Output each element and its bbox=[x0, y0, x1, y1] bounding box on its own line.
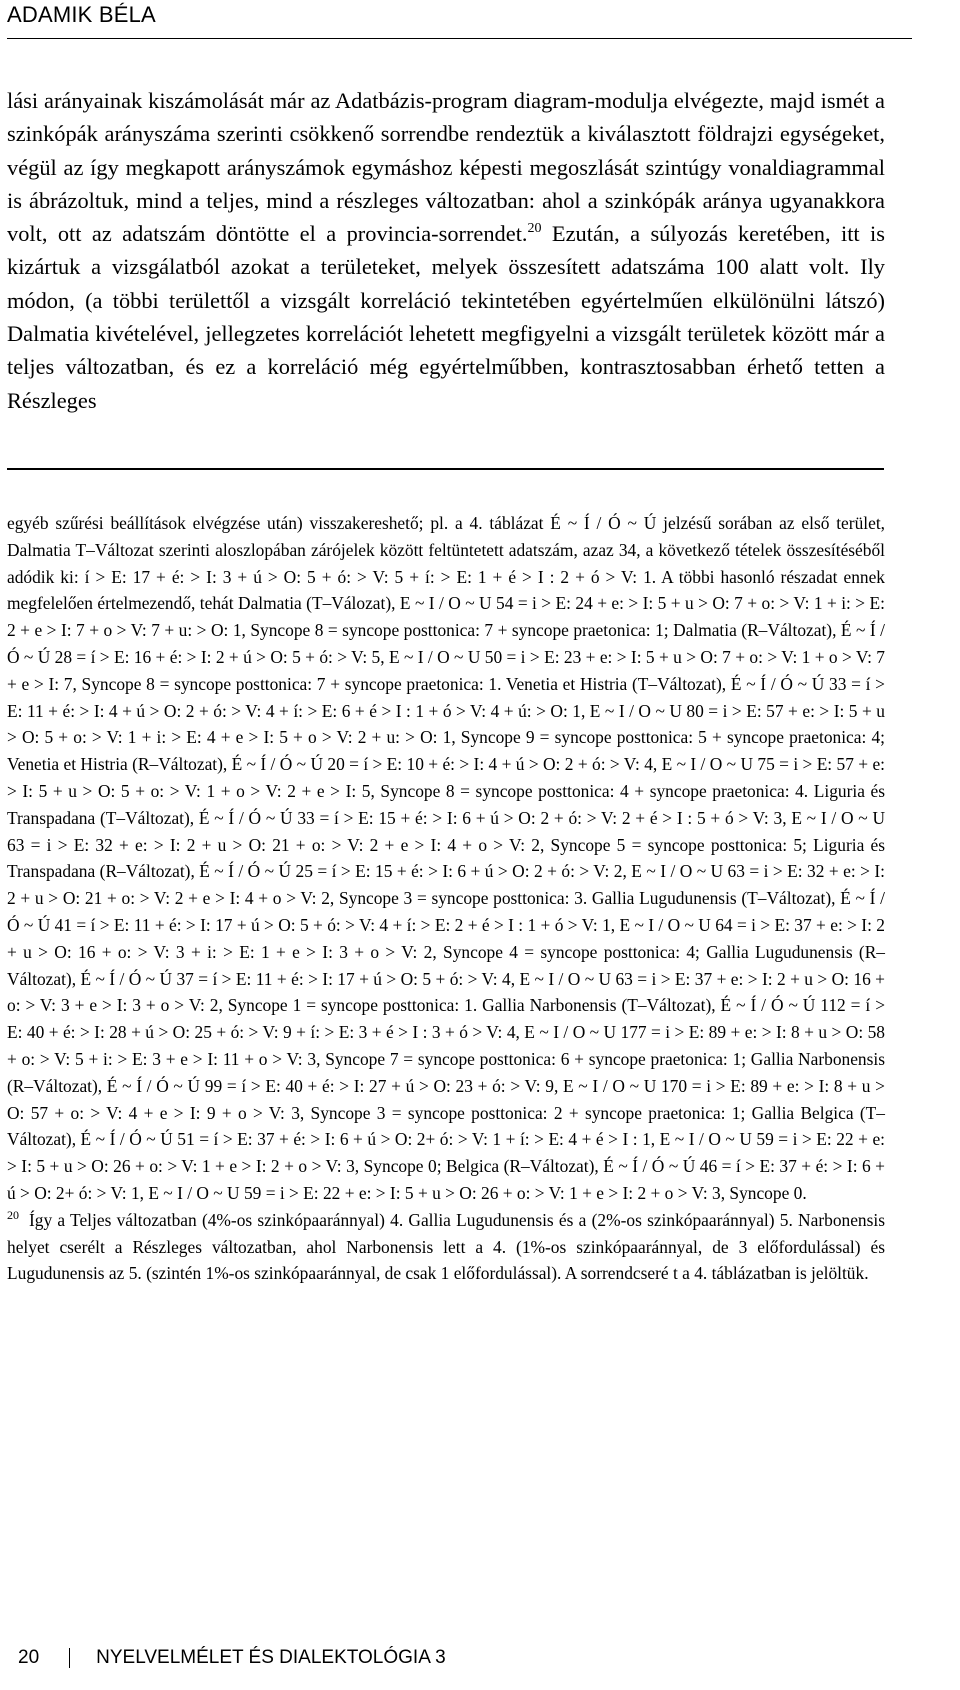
footnote-continuation: egyéb szűrési beállítások elvégzése után) visszakereshető; pl. a 4. táblázat É ~ Í / Ó ~ Ú jelzésű sorában az első terület, Dalmatia T–Változat szerinti aloszlopában zárójelek között feltüntetett adatszám, azaz 34, a következő tételek összesítéséből adódik ki: í > E: 17 + é: > I: 3 + ú > O: 5 + ó: > V: 5 + í: > E: 1 + é > I : 2 + ó > V: 1. A többi hasonló részadat ennek megfelelően értelmezendő, tehát Dalmatia (T–Válozat), E ~ I / O ~ U 54 = i > E: 24 + e: > I: 5 + u > O: 7 + o: > V: 1 + i: > E: 2 + e > I: 7 + o > V: 7 + u: > O: 1, Syncope 8 = syncope posttonica: 7 + syncope praetonica: 1; Dalmatia (R–Változat), É ~ Í / Ó ~ Ú 28 = í > E: 16 + é: > I: 2 + ú > O: 5 + ó: > V: 5, E ~ I / O ~ U 50 = i > E: 23 + e: > I: 5 + u > O: 7 + o: > V: 1 + o > V: 7 + e > I: 7, Syncope 8 = syncope posttonica: 7 + syncope praetonica: 1. Venetia et Histria (T–Változat), É ~ Í / Ó ~ Ú 33 = í > E: 11 + é: > I: 4 + ú > O: 2 + ó: > V: 4 + í: > E: 6 + é > I : 1 + ó > V: 4 + ú: > O: 1, E ~ I / O ~ U 80 = i > E: 57 + e: > I: 5 + u > O: 5 + o: > V: 1 + i: > E: 4 + e > I: 5 + o > V: 2 + u: > O: 1, Syncope 9 = syncope posttonica: 5 + syncope praetonica: 4; Venetia et Histria (R–Változat), É ~ Í / Ó ~ Ú 20 = í > E: 10 + é: > I: 4 + ú > O: 2 + ó: > V: 4, E ~ I / O ~ U 75 = i > E: 57 + e: > I: 5 + u > O: 5 + o: > V: 1 + o > V: 2 + e > I: 5, Syncope 8 = syncope posttonica: 4 + syncope praetonica: 4. Liguria és Transpadana (T–Változat), É ~ Í / Ó ~ Ú 33 = í > E: 15 + é: > I: 6 + ú > O: 2 + ó: > V: 2 + é > I : 5 + ó > V: 3, E ~ I / O ~ U 63 = i > E: 32 + e: > I: 2 + u > O: 21 + o: > V: 2 + e > I: 4 + o > V: 2, Syncope 5 = syncope posttonica: 5; Liguria és Transpadana (R–Változat), É ~ Í / Ó ~ Ú 25 = í > E: 15 + é: > I: 6 + ú > O: 2 + ó: > V: 2, E ~ I / O ~ U 63 = i > E: 32 + e: > I: 2 + u > O: 21 + o: > V: 2 + e > I: 4 + o > V: 2, Syncope 3 = syncope posttonica: 3. Gallia Lugudunensis (T–Változat), É ~ Í / Ó ~ Ú 41 = í > E: 11 + é: > I: 17 + ú > O: 5 + ó: > V: 4 + í: > E: 2 + é > I : 1 + ó > V: 1, E ~ I / O ~ U 64 = i > E: 37 + e: > I: 2 + u > O: 16 + o: > V: 3 + i: > E: 1 + e > I: 3 + o > V: 2, Syncope 4 = syncope posttonica: 4; Gallia Lugudunensis (R–Változat), É ~ Í / Ó ~ Ú 37 = í > E: 11 + é: > I: 17 + ú > O: 5 + ó: > V: 4, E ~ I / O ~ U 63 = i > E: 37 + e: > I: 2 + u > O: 16 + o: > V: 3 + e > I: 3 + o > V: 2, Syncope 1 = syncope posttonica: 1. Gallia Narbonensis (T–Változat), É ~ Í / Ó ~ Ú 112 = í > E: 40 + é: > I: 28 + ú > O: 25 + ó: > V: 9 + í: > E: 3 + é > I : 3 + ó > V: 4, E ~ I / O ~ U 177 = i > E: 89 + e: > I: 8 + u > O: 58 + o: > V: 5 + i: > E: 3 + e > I: 11 + o > V: 3, Syncope 7 = syncope posttonica: 6 + syncope praetonica: 1; Gallia Narbonensis (R–Változat), É ~ Í / Ó ~ Ú 99 = í > E: 40 + é: > I: 27 + ú > O: 23 + ó: > V: 9, E ~ I / O ~ U 170 = i > E: 89 + e: > I: 8 + u > O: 57 + o: > V: 4 + e > I: 9 + o > V: 3, Syncope 3 = syncope posttonica: 2 + syncope praetonica: 1; Gallia Belgica (T–Változat), É ~ Í / Ó ~ Ú 51 = í > E: 37 + é: > I: 6 + ú > O: 2+ ó: > V: 1 + í: > E: 4 + é > I : 1, E ~ I / O ~ U 59 = i > E: 22 + e: > I: 5 + u > O: 26 + o: > V: 1 + e > I: 2 + o > V: 3, Syncope 0; Belgica (R–Változat), É ~ Í / Ó ~ Ú 46 = í > E: 37 + é: > I: 6 + ú > O: 2+ ó: > V: 1, E ~ I / O ~ U 59 = i > E: 22 + e: > I: 5 + u > O: 26 + o: > V: 1 + e > I: 2 + o > V: 3, Syncope 0. bbox=[7, 513, 885, 1203]
footnotes-section bbox=[7, 510, 885, 1287]
journal-title: NYELVELMÉLET ÉS DIALEKTOLÓGIA 3 bbox=[96, 1647, 446, 1668]
body-text-part-2: Ezután, a súlyozás keretében, itt is kizártuk a vizsgálatból azokat a területeket, melyek összesített adatszáma 100 alatt volt. Ily módon, (a többi területtől a vizsgált korreláció tekintetében egyértelműen elkülönülni látszó) Dalmatia kivételével, jellegzetes korrelációt lehetett megfigyelni a vizsgált területek között már a teljes változatban, és ez a korreláció még egyértelműbben, kontrasztosabban érhető tetten a Részleges bbox=[7, 221, 885, 413]
page-footer bbox=[18, 1647, 446, 1669]
page-number: 20 bbox=[18, 1647, 40, 1668]
footnote-20-text: Így a Teljes változatban (4%-os szinkópaaránnyal) 4. Gallia Lugudunensis és a (2%-os szinkópaaránnyal) 5. Narbonensis helyet cserélt a Részleges változatban, ahol Narbonensis lett a 4. (1%-os szinkópaaránnyal, de 3 előfordulással) és Lugudunensis az 5. (szintén 1%-os szinkópaaránnyal, de csak 1 előfordulással). A sorrendcseré t a 4. táblázatban is jelöltük. bbox=[7, 1209, 885, 1284]
header-rule bbox=[7, 38, 912, 39]
body-text-part-1: lási arányainak kiszámolását már az Adatbázis-program diagram-modulja elvégezte, majd ismét a szinkópák arányszáma szerinti csökkenő sorrendbe rendeztük a kiválasztott földrajzi egységeket, végül az így megkapott arányszámok egymáshoz képesti megoszlását szintúgy vonaldiagrammal is ábrázoltuk, mind a teljes, mind a részleges változatban: ahol a szinkópák aránya ugyanakkora volt, ott az adatszám döntötte el a provincia-sorrendet. bbox=[7, 88, 885, 247]
footnote-reference[interactable]: 20 bbox=[527, 221, 542, 237]
footnote-separator bbox=[7, 468, 884, 470]
running-head: ADAMIK BÉLA bbox=[7, 2, 156, 27]
body-paragraph bbox=[7, 84, 885, 417]
footnote-number: 20 bbox=[7, 1207, 19, 1222]
footer-divider bbox=[69, 1648, 70, 1668]
footnote-20 bbox=[7, 1207, 885, 1287]
